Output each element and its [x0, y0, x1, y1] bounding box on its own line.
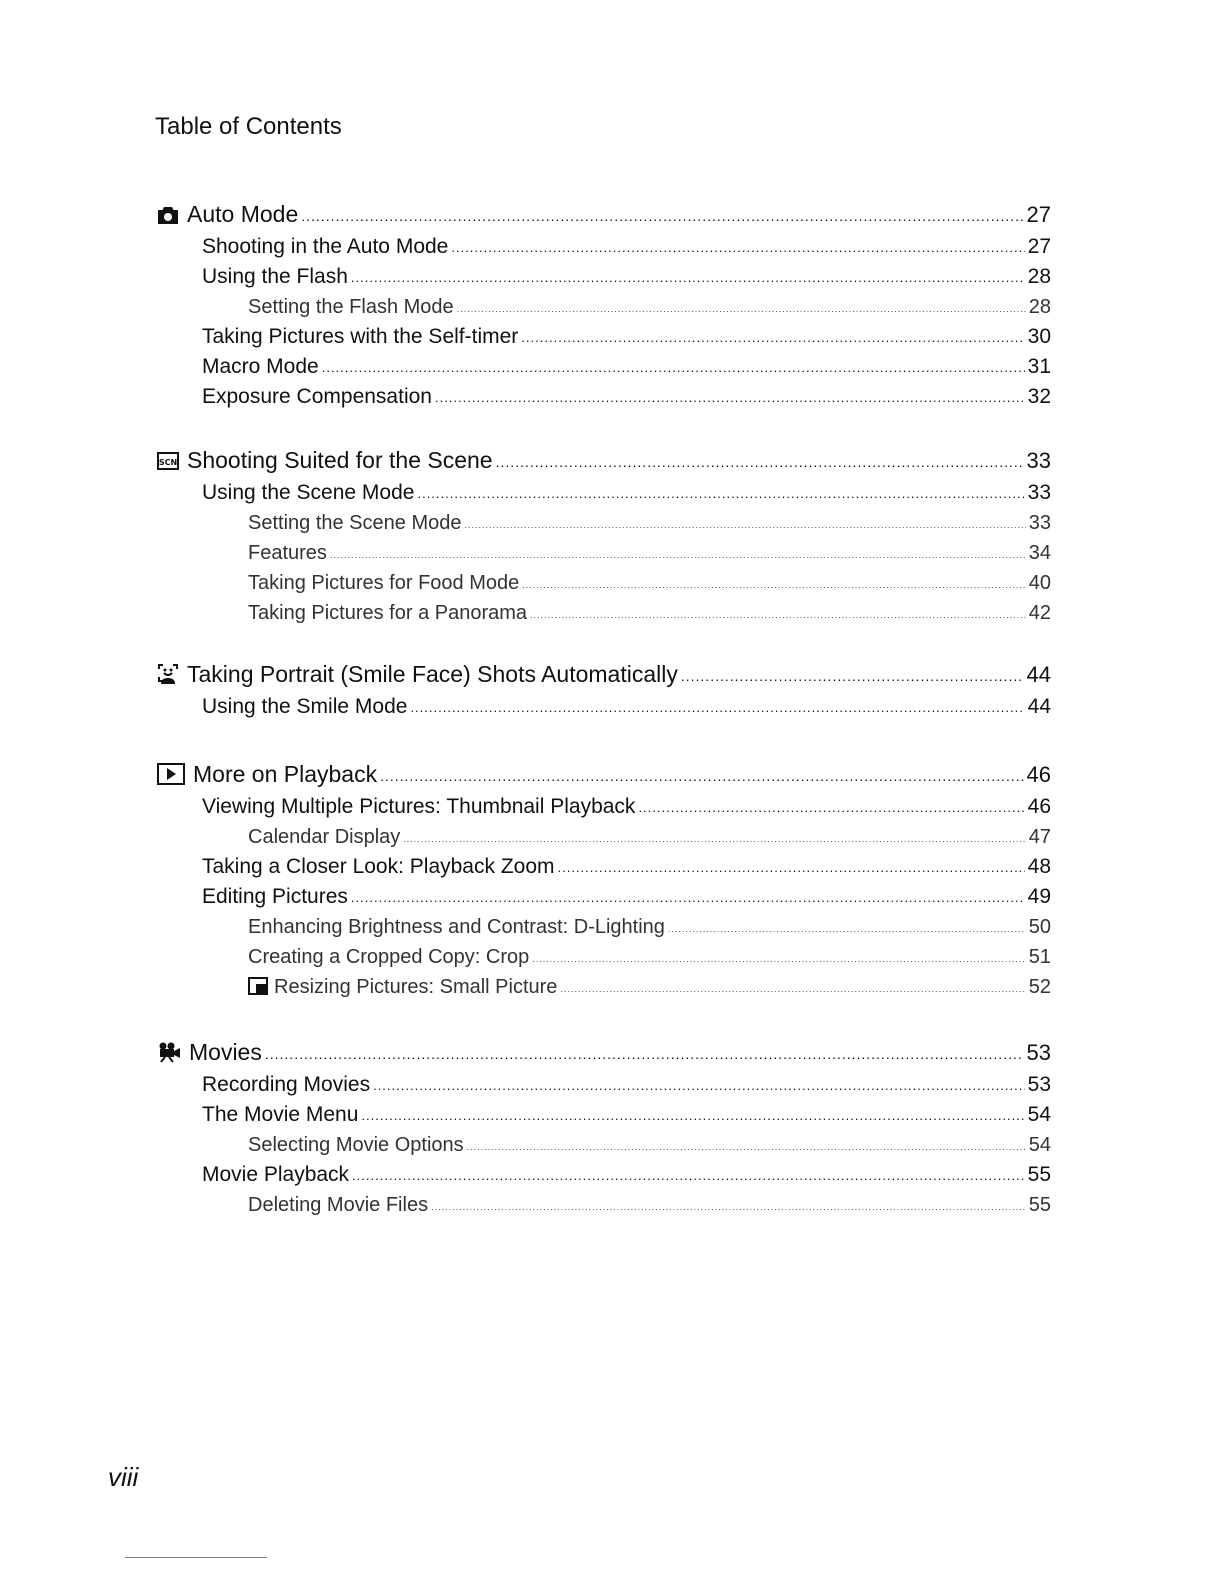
toc-page-number: 27 [1026, 202, 1051, 227]
toc-page-number: 46 [1026, 762, 1051, 787]
toc-entry-label: Using the Flash [202, 265, 348, 288]
toc-page-number: 55 [1028, 1194, 1051, 1216]
toc-page-number: 34 [1028, 542, 1051, 564]
toc-page-number: 30 [1027, 325, 1051, 348]
toc-page-number: 47 [1028, 826, 1051, 848]
toc-entry[interactable] [157, 852, 1051, 882]
dot-leader [403, 824, 1025, 854]
toc-page-number: 42 [1028, 602, 1051, 624]
toc-entry-label: Taking a Closer Look: Playback Zoom [202, 855, 555, 878]
dot-leader [265, 1036, 1024, 1072]
toc-page-number: 44 [1026, 662, 1051, 687]
toc-subentry[interactable] [157, 292, 1051, 322]
toc-chapter-entry[interactable] [157, 1034, 1051, 1070]
toc-subentry[interactable] [157, 598, 1051, 628]
toc-entry[interactable] [157, 478, 1051, 508]
dot-leader [301, 198, 1023, 234]
toc-entry-label: Using the Smile Mode [202, 695, 408, 718]
toc-subentry[interactable] [157, 942, 1051, 972]
toc-entry-label: Deleting Movie Files [248, 1194, 429, 1216]
toc-entry-label: Shooting Suited for the Scene [187, 447, 493, 473]
dot-leader [352, 1161, 1025, 1191]
toc-entry-label: Selecting Movie Options [248, 1134, 464, 1156]
toc-entry-label: Editing Pictures [202, 885, 348, 908]
dot-leader [558, 853, 1025, 883]
dot-leader [560, 974, 1025, 1004]
toc-entry-label: Movie Playback [202, 1163, 350, 1186]
toc-page-number: 50 [1028, 916, 1051, 938]
movie-icon [157, 1041, 181, 1063]
toc-entry-label: The Movie Menu [202, 1103, 359, 1126]
toc-subentry[interactable] [157, 508, 1051, 538]
toc-entry[interactable] [157, 692, 1051, 722]
toc-chapter-entry[interactable] [157, 656, 1051, 692]
dot-leader [330, 540, 1026, 570]
dot-leader [351, 883, 1025, 913]
dot-leader [638, 793, 1024, 823]
toc-chapter-entry[interactable] [157, 756, 1051, 792]
toc-entry-label: Enhancing Brightness and Contrast: D-Lighting [248, 916, 665, 938]
toc-page-number: 33 [1026, 448, 1051, 473]
dot-leader [451, 233, 1024, 263]
toc-entry[interactable] [157, 1100, 1051, 1130]
toc-entry-label: Taking Pictures for Food Mode [248, 572, 520, 594]
toc-subentry[interactable] [157, 972, 1051, 1002]
toc-entry-label: Viewing Multiple Pictures: Thumbnail Playback [202, 795, 636, 818]
dot-leader [522, 570, 1026, 600]
toc-section-auto-mode [157, 196, 1051, 412]
toc-entry[interactable] [157, 232, 1051, 262]
toc-entry[interactable] [157, 882, 1051, 912]
dot-leader [467, 1132, 1026, 1162]
toc-entry-label: Taking Pictures for a Panorama [248, 602, 528, 624]
toc-subentry[interactable] [157, 1190, 1051, 1220]
toc-entry-label: Calendar Display [248, 826, 401, 848]
toc-page-number: 46 [1027, 795, 1051, 818]
toc-page-number: 54 [1027, 1103, 1051, 1126]
dot-leader [431, 1192, 1026, 1222]
toc-entry-label: Shooting in the Auto Mode [202, 235, 449, 258]
toc-entry-label: Taking Pictures with the Self-timer [202, 325, 519, 348]
camera-icon [157, 205, 179, 225]
page-folio: viii [108, 1462, 139, 1492]
dot-leader [532, 944, 1025, 974]
toc-page-number: 40 [1028, 572, 1051, 594]
toc-entry[interactable] [157, 1070, 1051, 1100]
page-title: Table of Contents [155, 113, 342, 140]
toc-page-number: 28 [1027, 265, 1051, 288]
svg-text:SCN: SCN [158, 458, 178, 467]
dot-leader [417, 479, 1024, 509]
toc-page-number: 33 [1028, 512, 1051, 534]
toc-subentry[interactable] [157, 568, 1051, 598]
toc-chapter-entry[interactable] [157, 196, 1051, 232]
dot-leader [361, 1101, 1024, 1131]
dot-leader [668, 914, 1026, 944]
toc-page-number: 52 [1028, 976, 1051, 998]
toc-entry-label: Using the Scene Mode [202, 481, 415, 504]
toc-entry-label: Features [248, 542, 327, 564]
toc-entry-label: Setting the Flash Mode [248, 296, 454, 318]
toc-entry[interactable] [157, 382, 1051, 412]
toc-page-number: 28 [1028, 296, 1051, 318]
toc-entry[interactable] [157, 1160, 1051, 1190]
toc-entry-label: Auto Mode [187, 201, 299, 227]
toc-section-smile [157, 656, 1051, 722]
dot-leader [380, 758, 1023, 794]
toc-page-number: 54 [1028, 1134, 1051, 1156]
toc-page-number: 33 [1027, 481, 1051, 504]
toc-entry-label: Creating a Cropped Copy: Crop [248, 946, 530, 968]
toc-entry-label: Movies [189, 1039, 262, 1065]
toc-chapter-entry[interactable] [157, 442, 1051, 478]
toc-subentry[interactable] [157, 1130, 1051, 1160]
footer-rule [125, 1557, 267, 1558]
toc-subentry[interactable] [157, 912, 1051, 942]
dot-leader [530, 600, 1026, 630]
toc-section-movies [157, 1034, 1051, 1220]
toc-entry-label: Recording Movies [202, 1073, 371, 1096]
toc-page-number: 48 [1027, 855, 1051, 878]
dot-leader [410, 693, 1024, 723]
playback-icon [157, 763, 185, 785]
dot-leader [351, 263, 1025, 293]
toc-page-number: 49 [1027, 885, 1051, 908]
toc-entry-label: Setting the Scene Mode [248, 512, 462, 534]
toc-subentry[interactable] [157, 822, 1051, 852]
toc-entry-label: Resizing Pictures: Small Picture [274, 976, 558, 998]
toc-entry[interactable] [157, 322, 1051, 352]
toc-entry-label: Exposure Compensation [202, 385, 432, 408]
toc-entry-label: Macro Mode [202, 355, 319, 378]
toc-entry[interactable] [157, 792, 1051, 822]
small-picture-icon [248, 977, 268, 995]
toc-page-number: 51 [1028, 946, 1051, 968]
toc-entry[interactable] [157, 352, 1051, 382]
toc-page-number: 53 [1026, 1040, 1051, 1065]
toc-subentry[interactable] [157, 538, 1051, 568]
toc-page-number: 31 [1027, 355, 1051, 378]
dot-leader [457, 294, 1026, 324]
scene-mode-icon [157, 451, 179, 471]
toc-section-scene [157, 442, 1051, 628]
toc-entry-label: More on Playback [193, 761, 378, 787]
dot-leader [373, 1071, 1025, 1101]
dot-leader [435, 383, 1025, 413]
toc-page-number: 53 [1027, 1073, 1051, 1096]
toc-section-playback [157, 756, 1051, 1002]
toc-page-number: 32 [1027, 385, 1051, 408]
dot-leader [681, 658, 1024, 694]
toc-page-number: 55 [1027, 1163, 1051, 1186]
toc-entry[interactable] [157, 262, 1051, 292]
smile-face-icon [157, 663, 179, 685]
toc-entry-label: Taking Portrait (Smile Face) Shots Automatically [187, 661, 678, 687]
toc-page-number: 44 [1027, 695, 1051, 718]
table-of-contents [157, 196, 1051, 1250]
dot-leader [464, 510, 1025, 540]
dot-leader [521, 323, 1024, 353]
dot-leader [496, 444, 1024, 480]
dot-leader [322, 353, 1025, 383]
toc-page-number: 27 [1027, 235, 1051, 258]
